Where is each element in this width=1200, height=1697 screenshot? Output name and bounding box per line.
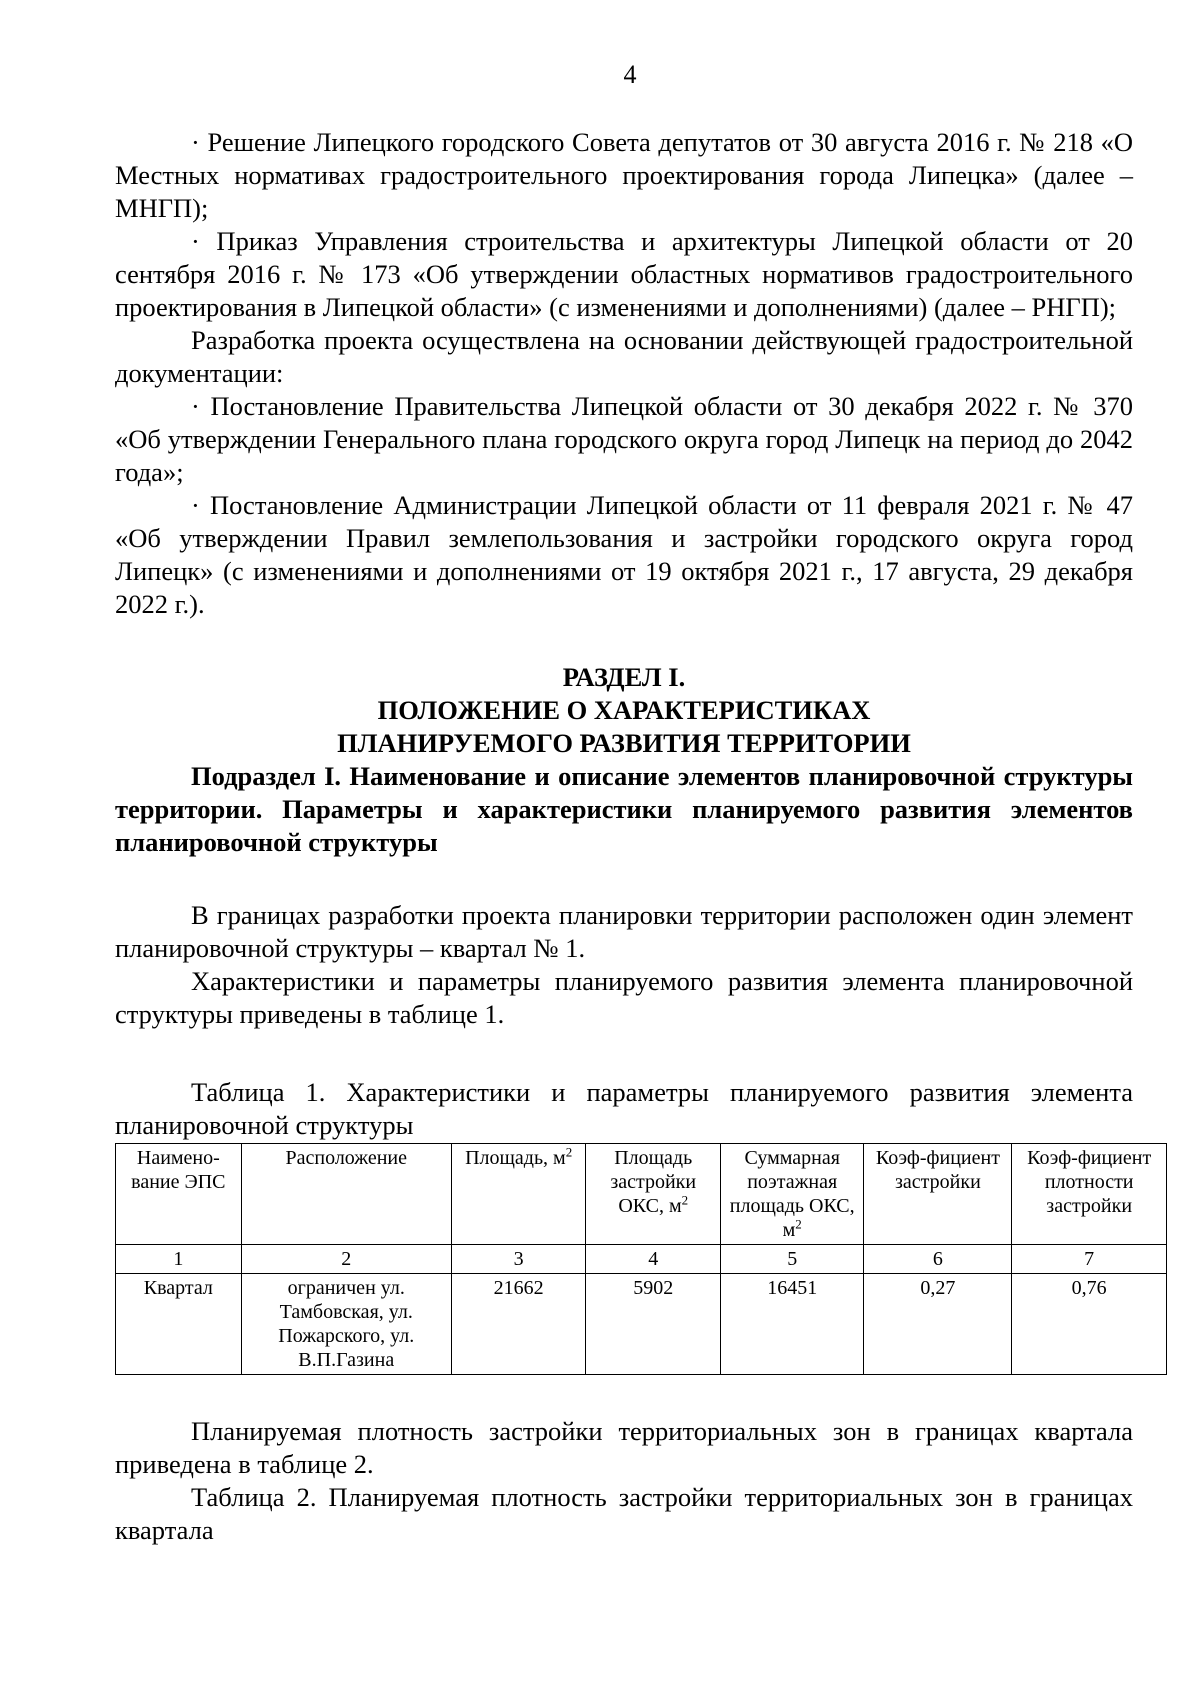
section-title-line-2: ПОЛОЖЕНИЕ О ХАРАКТЕРИСТИКАХ [377, 695, 871, 725]
table-row [116, 1274, 1167, 1375]
number-cell: 7 [1012, 1245, 1167, 1274]
number-cell: 3 [451, 1245, 586, 1274]
header-cell: Расположение [241, 1144, 451, 1245]
header-cell: Площадь, $м^2$ [451, 1144, 586, 1245]
number-cell: 1 [116, 1245, 242, 1274]
table-cell: 0,27 [864, 1274, 1012, 1375]
paragraph-rngp: · Приказ Управления строительства и архитектуры Липецкой области от 20 сентября 2016 г. № 173 «Об утверждении областных нормативов градостроительного проектирования в Липецкой области» (с изменениями и дополнениями) (далее – РНГП); [115, 226, 1133, 322]
table-cell: 0,76 [1012, 1274, 1167, 1375]
table-cell: 5902 [586, 1274, 721, 1375]
section-title-line-3: ПЛАНИРУЕМОГО РАЗВИТИЯ ТЕРРИТОРИИ [337, 728, 911, 758]
header-cell: Коэф-фициент плотности застройки [1012, 1144, 1167, 1245]
paragraph-basis: Разработка проекта осуществлена на основании действующей градостроительной документации: [115, 325, 1133, 388]
paragraph-density: Планируемая плотность застройки территориальных зон в границах квартала приведена в таблице 2. [115, 1416, 1133, 1479]
paragraph-mngp: · Решение Липецкого городского Совета депутатов от 30 августа 2016 г. № 218 «О Местных нормативах градостроительного проектирования города Липецка» (далее – МНГП); [115, 127, 1133, 223]
header-cell: Суммарная поэтажная площадь ОКС, $м^2$ [720, 1144, 863, 1245]
table-cell: 21662 [451, 1274, 586, 1375]
paragraph-pzz: · Постановление Администрации Липецкой области от 11 февраля 2021 г. № 47 «Об утверждении Правил землепользования и застройки городского округа город Липецк» (с изменениями и дополнениями от 19 октября 2021 г., 17 августа, 29 декабря 2022 г.). [115, 490, 1133, 619]
paragraph-genplan: · Постановление Правительства Липецкой области от 30 декабря 2022 г. № 370 «Об утверждении Генерального плана городского округа город Липецк на период до 2042 года»; [115, 391, 1133, 487]
table-cell: Квартал [116, 1274, 242, 1375]
page-number: 4 [623, 60, 637, 89]
paragraph-quarter: В границах разработки проекта планировки территории расположен один элемент планировочной структуры – квартал № 1. [115, 900, 1133, 963]
table-cell: 16451 [720, 1274, 863, 1375]
number-cell: 5 [720, 1245, 863, 1274]
section-title: РАЗДЕЛ I. [562, 662, 686, 692]
table-header-row [116, 1144, 1167, 1245]
header-cell: Коэф-фициент застройки [864, 1144, 1012, 1245]
table-1 [115, 1143, 1167, 1375]
header-cell: Площадь застройки ОКС, $м^2$ [586, 1144, 721, 1245]
header-cell: Наимено-вание ЭПС [116, 1144, 242, 1245]
number-cell: 4 [586, 1245, 721, 1274]
number-cell: 6 [864, 1245, 1012, 1274]
table2-caption: Таблица 2. Планируемая плотность застройки территориальных зон в границах квартала [115, 1482, 1133, 1545]
document-body [115, 126, 1152, 1547]
paragraph-table-ref: Характеристики и параметры планируемого развития элемента планировочной структуры приведены в таблице 1. [115, 966, 1133, 1029]
number-cell: 2 [241, 1245, 451, 1274]
subsection-title: Подраздел I. Наименование и описание элементов планировочной структуры территории. Параметры и характеристики планируемого развития элементов планировочной структуры [115, 761, 1133, 857]
table1-caption: Таблица 1. Характеристики и параметры планируемого развития элемента планировочной структуры [115, 1077, 1133, 1140]
table-cell: ограничен ул. Тамбовская, ул. Пожарского, ул. В.П.Газина [241, 1274, 451, 1375]
table-number-row [116, 1245, 1167, 1274]
